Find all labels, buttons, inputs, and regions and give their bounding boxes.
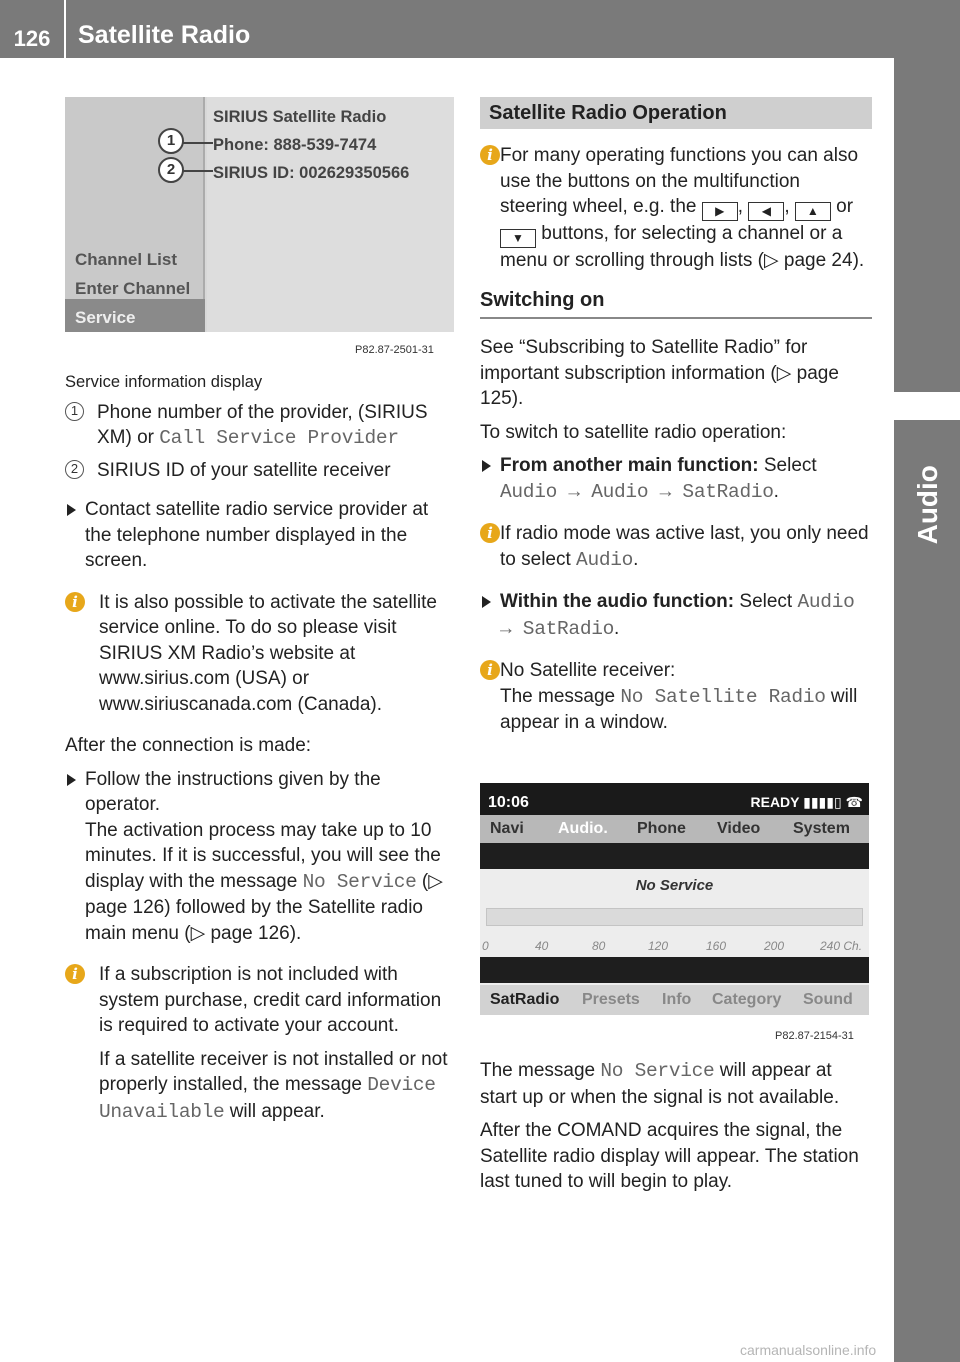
info-line-title: SIRIUS Satellite Radio	[213, 108, 387, 126]
watermark: carmanualsonline.info	[740, 1342, 877, 1358]
info-icon: i	[480, 145, 500, 165]
info-steering-wheel: i For many operating functions you can also use the buttons on the multifunction steering wheel, e.g. the ▶ , ◀ , ▲ or ▼ buttons, for selecting a channel or a menu or scrolling through lists (▷ page 24).	[480, 143, 872, 274]
info-icon: i	[65, 964, 85, 984]
scale-label: 240 Ch.	[820, 939, 863, 953]
clock: 10:06	[488, 794, 529, 811]
info-icon: i	[65, 592, 85, 612]
info-no-receiver: i No Satellite receiver: The message No Satellite Radio will appear in a window.	[480, 658, 872, 736]
scale-label: 120	[648, 939, 669, 953]
info-online-activation: i It is also possible to activate the satellite service online. To do so please visit SIRIUS XM Radio’s website at www.sirius.com (USA) or www.siriuscanada.com (Canada).	[65, 590, 457, 718]
audio-satradio-path-2: Audio → SatRadio	[500, 591, 855, 640]
right-column-bottom	[480, 1058, 872, 1203]
right-key-icon: ▶	[702, 202, 738, 221]
dark-band-bottom	[480, 957, 869, 983]
no-service-text: No Service	[302, 870, 417, 893]
info-radio-mode: i If radio mode was active last, you only need to select Audio.	[480, 521, 872, 573]
callout-2: 2	[158, 157, 184, 183]
step-follow-instructions: Follow the instructions given by the operator. The activation process may take up to 10 minutes. If it is successful, you will see the display with the message No Service (▷ page 126) followed by the Satellite radio main menu (▷ page 126).	[65, 767, 457, 947]
left-key-icon: ◀	[748, 202, 784, 221]
figure-caption: Service information display	[65, 373, 263, 391]
tab-info: Info	[662, 991, 692, 1008]
signal-acquired-text: After the COMAND acquires the signal, the Satellite radio display will appear. The station last tuned to will begin to play.	[480, 1120, 859, 1192]
tab-category: Category	[712, 991, 782, 1008]
main-tabs	[480, 815, 869, 843]
tab-system: System	[793, 820, 850, 837]
menu-item-channel-list: Channel List	[75, 250, 178, 269]
arrow-icon	[482, 596, 491, 608]
no-service-explanation: The message No Service will appear at start up or when the signal is not available.	[480, 1060, 840, 1108]
tab-sound: Sound	[803, 991, 853, 1008]
device-unavailable-text: Device Unavailable	[99, 1074, 436, 1123]
status-bar	[480, 783, 869, 815]
channel-bar	[486, 908, 863, 926]
right-column	[480, 97, 872, 744]
scale-label: 80	[592, 939, 606, 953]
scale-label: 40	[535, 939, 549, 953]
call-service-provider-text: Call Service Provider	[159, 427, 399, 449]
left-column	[65, 370, 457, 1133]
scale-label: 200	[764, 939, 785, 953]
info-subscription: i If a subscription is not included with system purchase, credit card information is required to activate your account. If a satellite receiver is not installed or not properly installed, the message Device Unavailable will appear.	[65, 962, 457, 1125]
no-service-text-2: No Service	[600, 1060, 715, 1082]
down-key-icon: ▼	[500, 229, 536, 248]
tab-satradio: SatRadio	[490, 991, 560, 1008]
legend-item-1: 1 Phone number of the provider, (SIRIUS XM) or Call Service Provider	[65, 400, 457, 452]
scale-label: 160	[706, 939, 727, 953]
figure-code-2: P82.87-2154-31	[775, 1030, 854, 1042]
subheading-switching-on: Switching on	[480, 288, 872, 320]
switch-intro: To switch to satellite radio operation:	[480, 421, 787, 443]
step-contact-provider: Contact satellite radio service provider at the telephone number displayed in the screen.	[65, 497, 457, 574]
side-tab-bar	[894, 58, 960, 1362]
legend-item-2: 2 SIRIUS ID of your satellite receiver	[65, 458, 457, 484]
info-icon: i	[480, 523, 500, 543]
arrow-icon	[67, 774, 76, 786]
info-line-phone: Phone: 888-539-7474	[213, 136, 377, 154]
callout-1: 1	[158, 128, 184, 154]
audio-satradio-path: Audio → Audio → SatRadio	[500, 480, 774, 503]
legend-number-2: 2	[65, 460, 84, 479]
audio-text: Audio	[576, 548, 634, 571]
figure-code-1: P82.87-2501-31	[355, 344, 434, 356]
ready-status: READY ▮▮▮▮▯ ☎	[750, 794, 863, 810]
tab-video: Video	[717, 820, 761, 837]
page-number: 126	[13, 26, 51, 51]
side-tab-label: Audio	[912, 465, 944, 545]
tab-phone: Phone	[637, 820, 686, 837]
header-divider	[64, 0, 66, 58]
scale-label: 0	[482, 939, 489, 953]
dark-band-top	[480, 843, 869, 869]
subscribing-reference: See “Subscribing to Satellite Radio” for important subscription information (▷ page 125).	[480, 337, 839, 409]
menu-item-enter-channel: Enter Channel	[75, 279, 191, 298]
step-within-audio: Within the audio function: Select Audio → SatRadio.	[480, 589, 872, 642]
legend-number-1: 1	[65, 402, 84, 421]
after-connection-text: After the connection is made:	[65, 735, 312, 756]
service-info-screenshot	[65, 97, 454, 332]
info-icon: i	[480, 660, 500, 680]
no-satellite-radio-text: No Satellite Radio	[620, 685, 826, 708]
step-from-another-function: From another main function: Select Audio → Audio → SatRadio.	[480, 453, 872, 505]
chapter-title: Satellite Radio	[78, 21, 251, 49]
menu-item-service: Service	[75, 308, 136, 327]
tab-audio: Audio.	[558, 820, 608, 837]
side-tab-gap	[894, 392, 960, 420]
arrow-icon	[482, 460, 491, 472]
arrow-icon	[67, 504, 76, 516]
up-key-icon: ▲	[795, 202, 831, 221]
tab-presets: Presets	[582, 991, 640, 1008]
tab-navi: Navi	[490, 820, 524, 837]
no-service-message: No Service	[635, 877, 714, 894]
info-line-sirius-id: SIRIUS ID: 002629350566	[213, 164, 410, 182]
no-service-screenshot	[480, 783, 869, 1015]
bottom-tabs	[480, 985, 869, 1015]
section-title: Satellite Radio Operation	[480, 97, 872, 129]
